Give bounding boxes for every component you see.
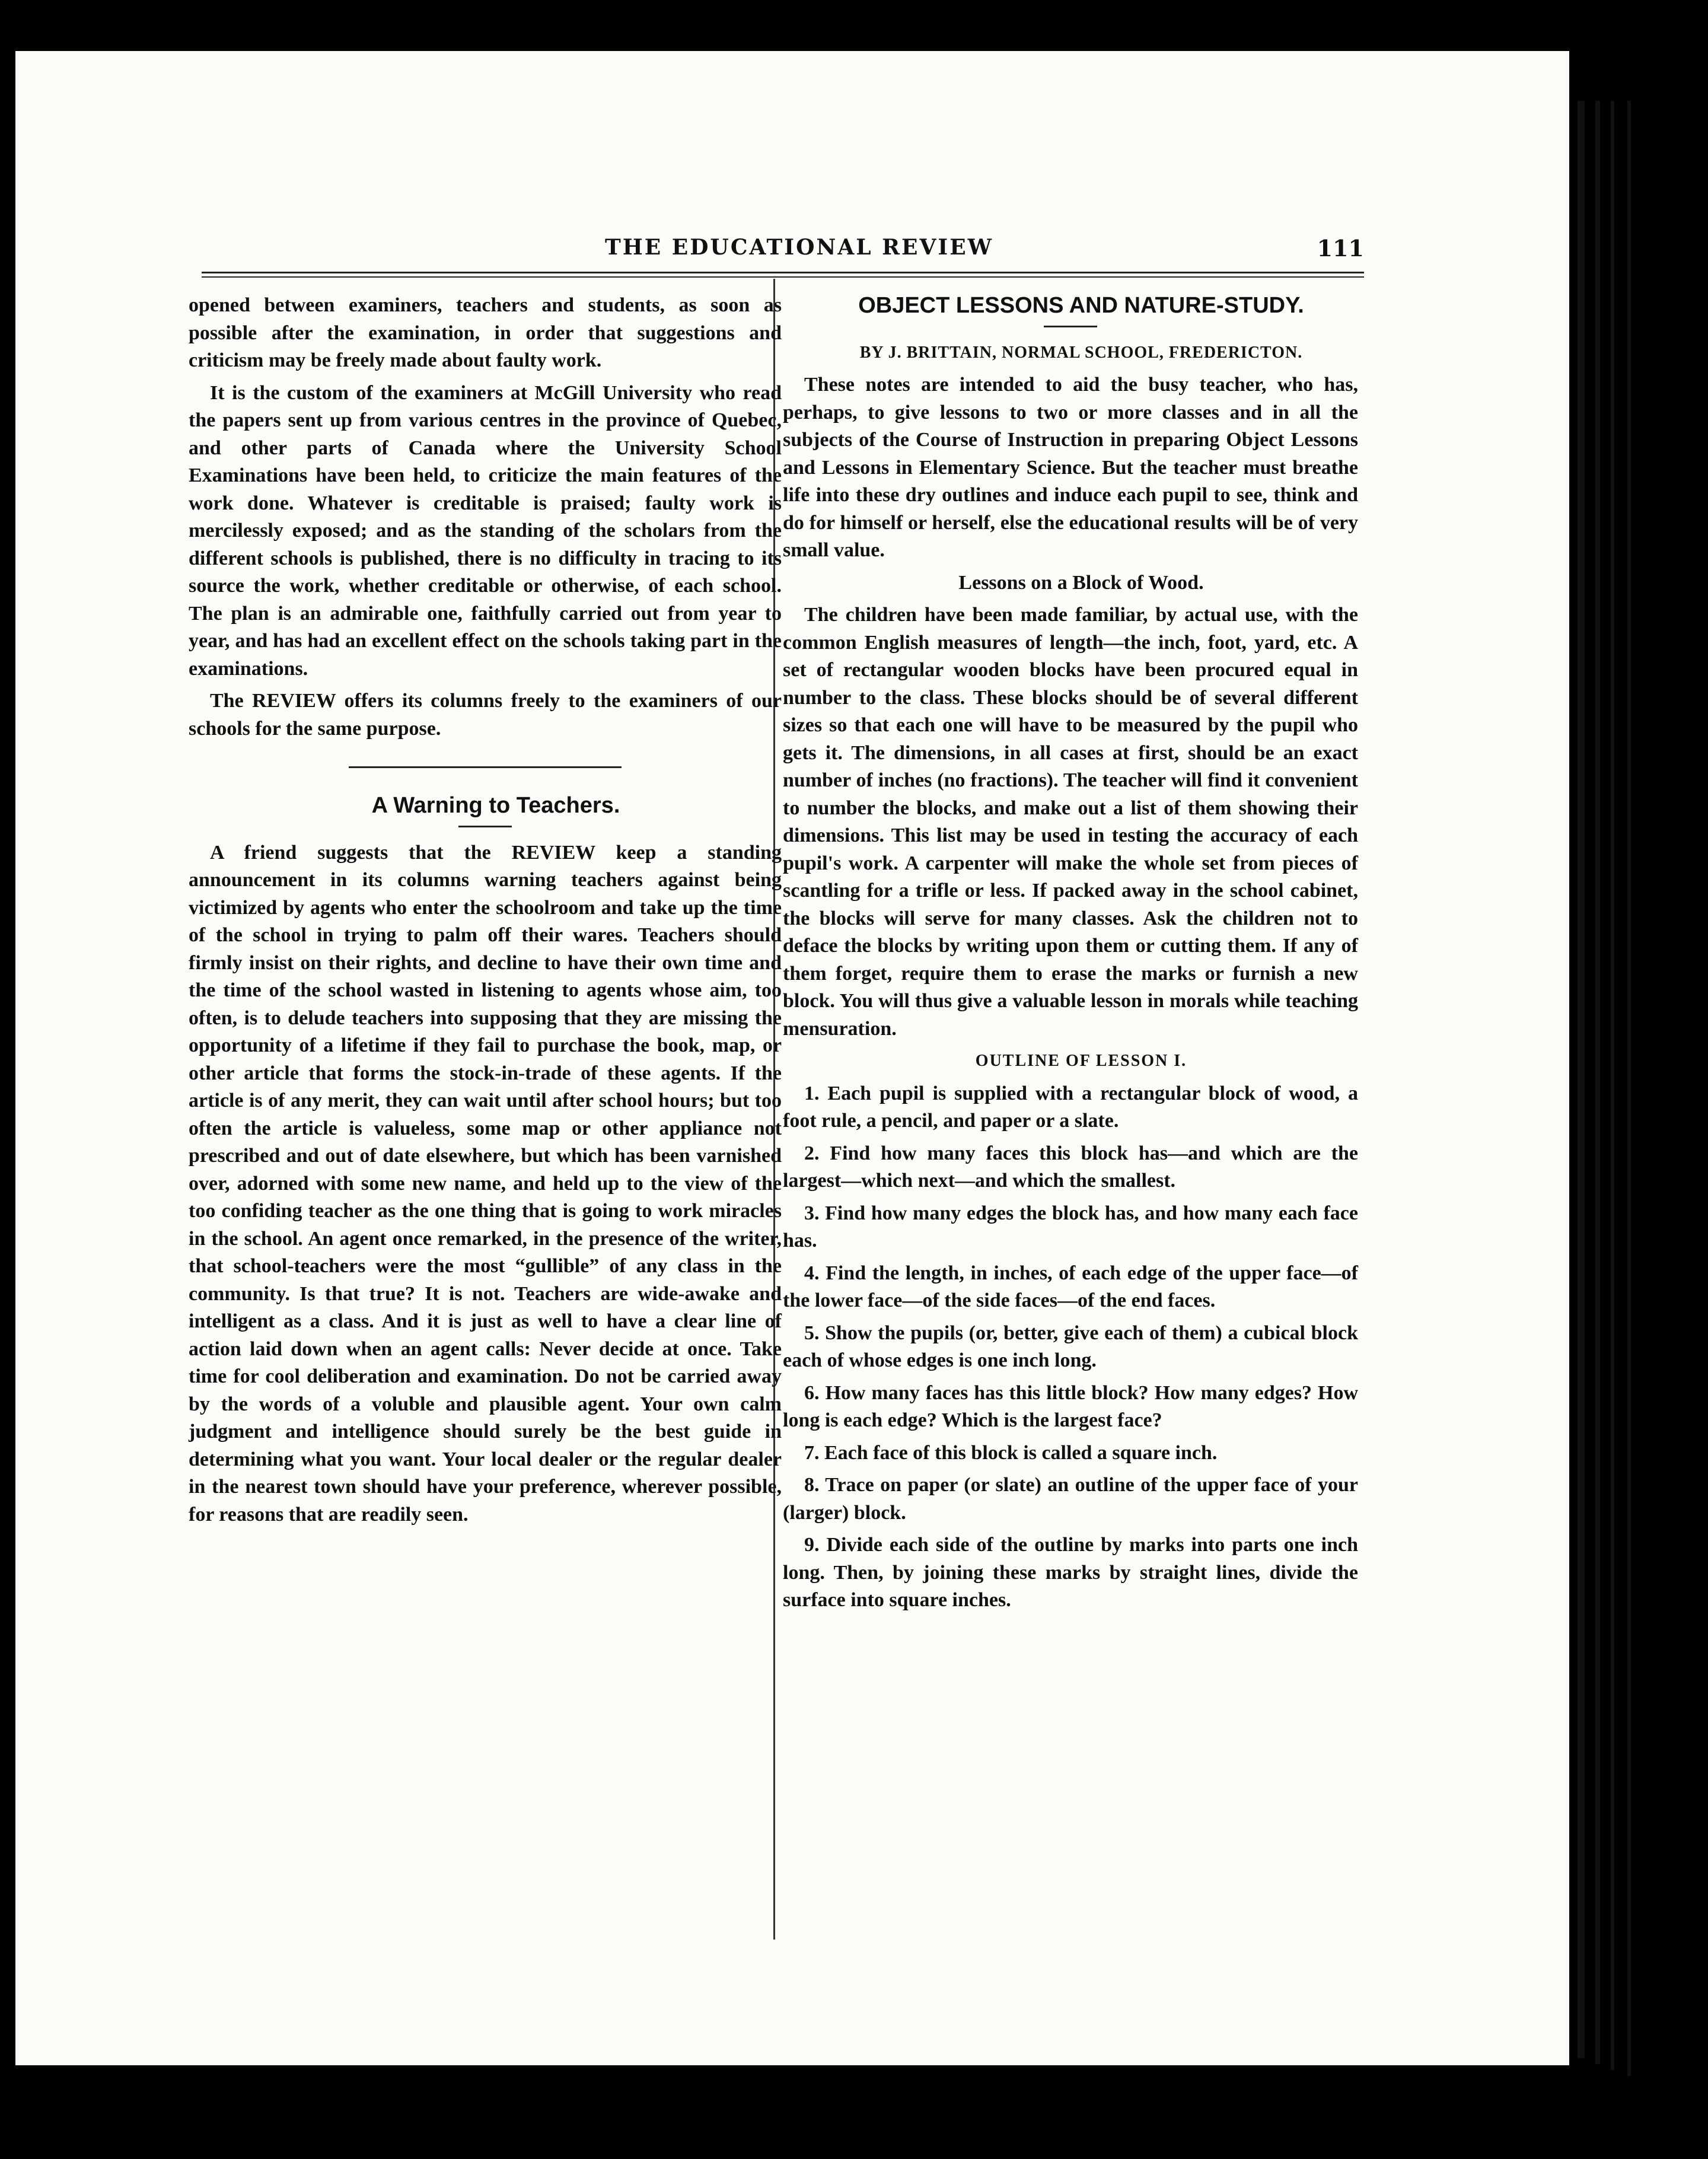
list-item: 6. How many faces has this little block? How many edges? How long is each edge? Which is the largest face?	[783, 1381, 1358, 1431]
list-item: 5. Show the pupils (or, better, give each of them) a cubical block each of whose edges is one inch long.	[783, 1321, 1358, 1371]
page-number: 111	[1317, 235, 1364, 262]
paragraph: opened between examiners, teachers and students, as soon as possible after the examination, in order that suggestions and criticism may be freely made about faulty work.	[189, 294, 782, 371]
list-item: 2. Find how many faces this block has—and which are the largest—which next—and which the smallest.	[783, 1142, 1358, 1192]
paragraph: A friend suggests that the REVIEW keep a standing announcement in its columns warning teachers against being victimized by agents who enter the schoolroom and take up the time of the school in trying to palm off their wares. Teachers should firmly insist on their rights, and decline to have their own time and the time of the school wasted in listening to agents whose aim, too often, is to delude teachers into supposing that they are missing the opportunity of a lifetime if they fail to purchase the book, map, or other article that forms the stock-in-trade of these agents. If the article is of any merit, they can wait until after school hours; but too often the article is valueless, some map or other appliance not prescribed and out of date elsewhere, but which has been varnished over, adorned with some new name, and held up to the view of the too confiding teacher as the one thing that is going to work miracles in the school. An agent once remarked, in the presence of the writer, that school-teachers were the most “gullible” of any class in the community. Is that true? It is not. Teachers are wide-awake and intelligent as a class. And it is just as well to have a clear line of action laid down when an agent calls: Never decide at once. Take time for cool deliberation and examination. Do not be carried away by the words of a voluble and plausible agent. Your own calm judgment and intelligence should surely be the best guide in determining what you want. Your local dealer or the regular dealer in the nearest town should have your preference, wherever possible, for reasons that are readily seen.	[189, 841, 782, 1526]
page-header	[202, 235, 1364, 270]
header-rule	[202, 272, 1364, 273]
running-title: THE EDUCATIONAL REVIEW	[605, 235, 994, 260]
list-item: 4. Find the length, in inches, of each edge of the upper face—of the lower face—of the side faces—of the end faces.	[783, 1262, 1358, 1311]
outline-heading: OUTLINE OF LESSON I.	[975, 1052, 1187, 1070]
page-edge-stack	[1627, 101, 1631, 2076]
paragraph: The REVIEW offers its columns freely to the examiners of our schools for the same purpose.	[189, 690, 782, 740]
list-item: 8. Trace on paper (or slate) an outline of the upper face of your (larger) block.	[783, 1474, 1358, 1524]
byline: BY J. BRITTAIN, NORMAL SCHOOL, FREDERICTON.	[859, 343, 1303, 362]
article-title: OBJECT LESSONS AND NATURE-STUDY.	[858, 293, 1304, 318]
paragraph: It is the custom of the examiners at McGill University who read the papers sent up from various centres in the province of Quebec, and other parts of Canada where the University School Examinations have been held, to criticize the main features of the work done. Whatever is creditable is praised; faulty work is mercilessly exposed; and as the standing of the scholars from the different schools is published, there is no difficulty in tracing to its source the work, whether creditable or otherwise, of each school. The plan is an admirable one, faithfully carried out from year to year, and has had an excellent effect on the schools taking part in the examinations.	[189, 381, 782, 680]
page-edge-stack	[1611, 101, 1614, 2070]
page-edge-stack	[1595, 101, 1600, 2064]
title-rule	[458, 826, 512, 827]
header-rule	[202, 276, 1364, 278]
list-item: 7. Each face of this block is called a square inch.	[804, 1441, 1218, 1464]
article-title: A Warning to Teachers.	[371, 793, 620, 818]
section-rule	[349, 766, 622, 768]
paragraph: The children have been made familiar, by actual use, with the common English measures of length—the inch, foot, yard, etc. A set of rectangular wooden blocks have been procured equal in number to the class. These blocks should be of several different sizes so that each one will have to be measured by the pupil who gets it. The dimensions, in all cases at first, should be an exact number of inches (no fractions). The teacher will find it convenient to number the blocks, and make out a list of them showing their dimensions. This list may be used in testing the accuracy of each pupil's work. A carpenter will make the whole set from pieces of scantling for a trifle or less. If packed away in the school cabinet, the blocks will serve for many classes. Ask the children not to deface the blocks by writing upon them or cutting them. If any of them forget, require them to erase the marks or furnish a new block. You will thus give a valuable lesson in morals while teaching mensuration.	[783, 604, 1358, 1040]
page-edge-stack	[1578, 101, 1585, 2058]
list-item: 1. Each pupil is supplied with a rectangular block of wood, a foot rule, a pencil, and paper or a slate.	[783, 1082, 1358, 1132]
right-column	[783, 292, 1358, 1615]
subheading: Lessons on a Block of Wood.	[958, 571, 1204, 594]
list-item: 9. Divide each side of the outline by marks into parts one inch long. Then, by joining these marks by straight lines, divide the surface into square inches.	[783, 1534, 1358, 1611]
paragraph: These notes are intended to aid the busy teacher, who has, perhaps, to give lessons to two or more classes and in all the subjects of the Course of Instruction in preparing Object Lessons and Lessons in Elementary Science. But the teacher must breathe life into these dry outlines and induce each pupil to see, think and do for himself or herself, else the educational results will be of very small value.	[783, 374, 1358, 561]
left-column	[189, 292, 782, 1529]
list-item: 3. Find how many edges the block has, and how many each face has.	[783, 1202, 1358, 1252]
title-rule	[1044, 326, 1097, 327]
